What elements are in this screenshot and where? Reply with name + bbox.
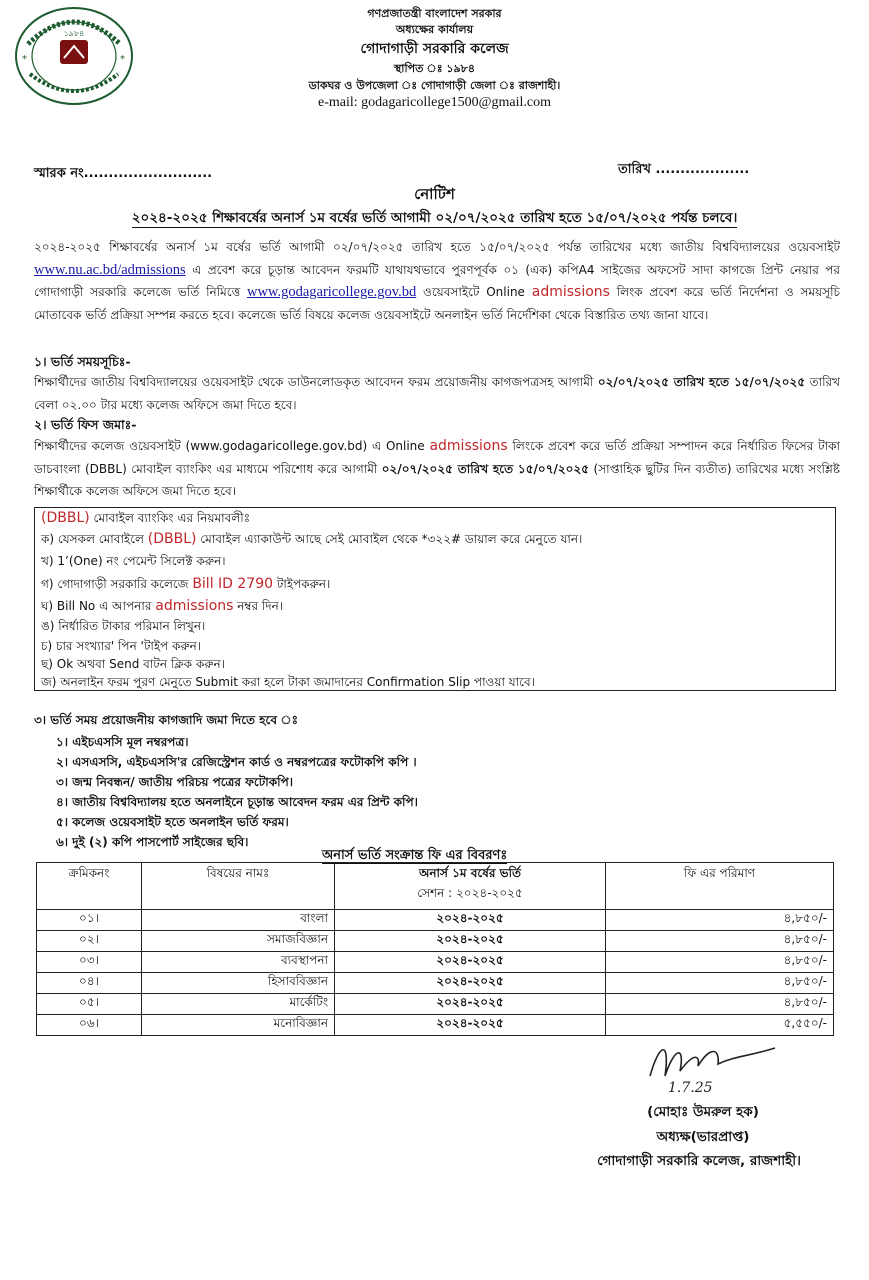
dbbl-rule-item: ঘ) Bill No এ আপনার admissions নম্বর দিন। xyxy=(41,598,284,614)
dbbl-rule-item: চ) চার সংখ্যার' পিন 'টাইপ করুন। xyxy=(41,639,202,653)
college-name: গোদাগাড়ী সরকারি কলেজ xyxy=(360,41,509,57)
section1-text: শিক্ষার্থীদের জাতীয় বিশ্ববিদ্যালয়ের ওয়েবসাইট থেকে ডাউনলোডকৃত আবেদন ফরম প্রয়োজনীয় কাগজপত্রসহ আগামী ০২/০৭/২০২৫ তারিখ হতে ১৫/০৭/২০২৫ তারিখ বেলা ০২.০০ টার মধ্যে কলেজ অফিসে জমা দিতে হবে। xyxy=(34,375,840,412)
principal-signature xyxy=(640,1036,780,1096)
table-row: ০৪। হিসাববিজ্ঞান ২০২৪-২০২৫ ৪,৮৫০/- xyxy=(37,973,834,994)
section2-heading: ২। ভর্তি ফিস জমাঃ- xyxy=(34,417,137,432)
dbbl-rule-item: ক) যেসকল মোবাইলে (DBBL) মোবাইল এ্যাকাউন্ট আছে সেই মোবাইল থেকে *৩২২# ডায়াল করে মেনুতে যান। xyxy=(41,531,583,547)
dbbl-rule-item: জ) অনলাইন ফরম পুরণ মেনুতে Submit করা হলে টাকা জমাদানের Confirmation Slip পাওয়া যাবে। xyxy=(41,675,535,689)
dbbl-rule-item: ঙ) নির্ধারিত টাকার পরিমান লিখুন। xyxy=(41,619,206,633)
table-header-row xyxy=(37,863,834,910)
notice-subtitle: ২০২৪-২০২৫ শিক্ষাবর্ষের অনার্স ১ম বর্ষের ভর্তি আগামী ০২/০৭/২০২৫ তারিখ হতে ১৫/০৭/২০২৫ পর্যন্ত চলবে। xyxy=(131,210,738,226)
table-row: ০১। বাংলা ২০২৪-২০২৫ ৪,৮৫০/- xyxy=(37,910,834,931)
table-row: ০২। সমাজবিজ্ঞান ২০২৪-২০২৫ ৪,৮৫০/- xyxy=(37,931,834,952)
letterhead xyxy=(0,6,869,112)
document-item: ৪। জাতীয় বিশ্ববিদ্যালয় হতে অনলাইনে চূড়ান্ত আবেদন ফরম এর প্রিন্ট কপি। xyxy=(56,795,418,809)
nu-admissions-link[interactable]: www.nu.ac.bd/admissions xyxy=(34,261,186,278)
signatory-institution: গোদাগাড়ী সরকারি কলেজ, রাজশাহী। xyxy=(597,1153,801,1169)
date-field: তারিখ ................... xyxy=(618,162,750,177)
svg-text:*: * xyxy=(22,54,27,65)
signatory-designation: অধ্যক্ষ(ভারপ্রাপ্ত) xyxy=(656,1129,750,1145)
header-amount: ফি এর পরিমাণ xyxy=(606,863,834,910)
intro-paragraph: ২০২৪-২০২৫ শিক্ষাবর্ষের অনার্স ১ম বর্ষের ভর্তি আগামী ০২/০৭/২০২৫ তারিখ হতে ১৫/০৭/২০২৫ পর্যন্ত তারিখের মধ্যে জাতীয় বিশ্ববিদ্যালয়ের ওয়েবসাইট www.nu.ac.bd/admissions এ প্রবেশ করে চূড়ান্ত আবেদন ফরমটি যাথাযথভাবে পুরণপূর্বক ০১ (এক) কপিA4 সাইজের অফসেট সাদা কাগজে প্রিন্ট নেয়ার পর গোদাগাড়ী সরকারি কলেজে ভর্তি নিমিত্তে www.godagaricollege.gov.bd ওয়েবসাইটে Online admissions লিংক প্রবেশ করে ভর্তি নির্দেশনা ও সময়সূচি মোতাবেক ভর্তি প্রক্রিয়া সম্পন্ন করতে হবে। কলেজে ভর্তি বিষয়ে কলেজ ওয়েবসাইটে অনলাইন ভর্তি নির্দেশিকা থেকে বিস্তারিত তথ্য জানা যাবে। xyxy=(34,240,841,322)
signatory-name: (মোহাঃ উমরুল হক) xyxy=(647,1104,759,1120)
email-line: e-mail: godagaricollege1500@gmail.com xyxy=(318,95,551,110)
section2-text: শিক্ষার্থীদের কলেজ ওয়েবসাইট (www.godagaricollege.gov.bd) এ Online admissions লিংকে প্রবেশ করে ভর্তি প্রক্রিয়া সম্পাদন করে নির্ধারিত ফিসের টাকা ডাচবাংলা (DBBL) মোবাইল ব্যাংকিং এর মাধ্যমে পরিশোধ করে আগামী ০২/০৭/২০২৫ তারিখ হতে ১৫/০৭/২০২৫ (সাপ্তাহিক ছুটির দিন ব্যতীত) তারিখের মধ্যে সংশ্লিষ্ট শিক্ষার্থীকে কলেজ অফিসে জমা দিতে হবে। xyxy=(34,438,840,498)
fee-table-title: অনার্স ভর্তি সংক্রান্ত ফি এর বিবরণঃ xyxy=(322,848,508,863)
document-item: ৫। কলেজ ওয়েবসাইট হতে অনলাইন ভর্তি ফরম। xyxy=(56,815,289,829)
header-year: অনার্স ১ম বর্ষের ভর্তি সেশন : ২০২৪-২০২৫ xyxy=(335,863,606,910)
dbbl-rules-box xyxy=(34,507,836,691)
dbbl-rules-title: (DBBL) মোবাইল ব্যাংকিং এর নিয়মাবলীঃ xyxy=(41,510,251,526)
document-item: ২। এসএসসি, এইচএসসি'র রেজিস্ট্রেশন কার্ড ও নম্বরপত্রের ফটোকপি কপি । xyxy=(56,755,417,769)
section1-heading: ১। ভর্তি সময়সূচিঃ- xyxy=(34,354,131,369)
reference-number: স্মারক নং.......................... xyxy=(34,166,213,181)
svg-text:1.7.25: 1.7.25 xyxy=(668,1080,713,1096)
college-website-link[interactable]: www.godagaricollege.gov.bd xyxy=(246,284,417,300)
notice-title: নোটিশ xyxy=(414,185,455,203)
header-subject: বিষয়ের নামঃ xyxy=(142,863,335,910)
office-line: অধ্যক্ষের কার্যালয় xyxy=(395,23,474,36)
dbbl-rule-item: গ) গোদাগাড়ী সরকারি কলেজে Bill ID 2790 টাইপকরুন। xyxy=(41,576,331,592)
established-line: স্থাপিত ঃ ১৯৮৪ xyxy=(394,62,475,75)
table-row: ০৫। মার্কেটিং ২০২৪-২০২৫ ৪,৮৫০/- xyxy=(37,994,834,1015)
svg-text:*: * xyxy=(120,54,125,65)
document-item: ৬। দুই (২) কপি পাসপোর্ট সাইজের ছবি। xyxy=(56,835,249,849)
document-item: ৩। জন্ম নিবন্ধন/ জাতীয় পরিচয় পত্রের ফটোকপি। xyxy=(56,775,294,789)
section3-heading: ৩। ভর্তি সময় প্রয়োজনীয় কাগজাদি জমা দিতে হবে ঃ xyxy=(34,713,299,727)
document-item: ১। এইচএসসি মূল নম্বরপত্র। xyxy=(56,735,189,749)
svg-text:১৯৮৪: ১৯৮৪ xyxy=(63,29,85,38)
table-row: ০৬। মনোবিজ্ঞান ২০২৪-২০২৫ ৫,৫৫০/- xyxy=(37,1015,834,1036)
govt-line: গণপ্রজাতন্ত্রী বাংলাদেশ সরকার xyxy=(367,7,502,20)
address-line: ডাকঘর ও উপজেলা ঃ গোদাগাড়ী জেলা ঃ রাজশাহী। xyxy=(308,79,561,92)
dbbl-rule-item: খ) 1’(One) নং পেমেন্ট সিলেক্ট করুন। xyxy=(41,554,226,568)
header-serial: ক্রমিকনং xyxy=(37,863,142,910)
fee-table xyxy=(36,862,834,1036)
dbbl-rule-item: ছ) Ok অথবা Send বাটন ক্লিক করুন। xyxy=(41,657,225,671)
table-row: ০৩। ব্যবস্থাপনা ২০২৪-২০২৫ ৪,৮৫০/- xyxy=(37,952,834,973)
